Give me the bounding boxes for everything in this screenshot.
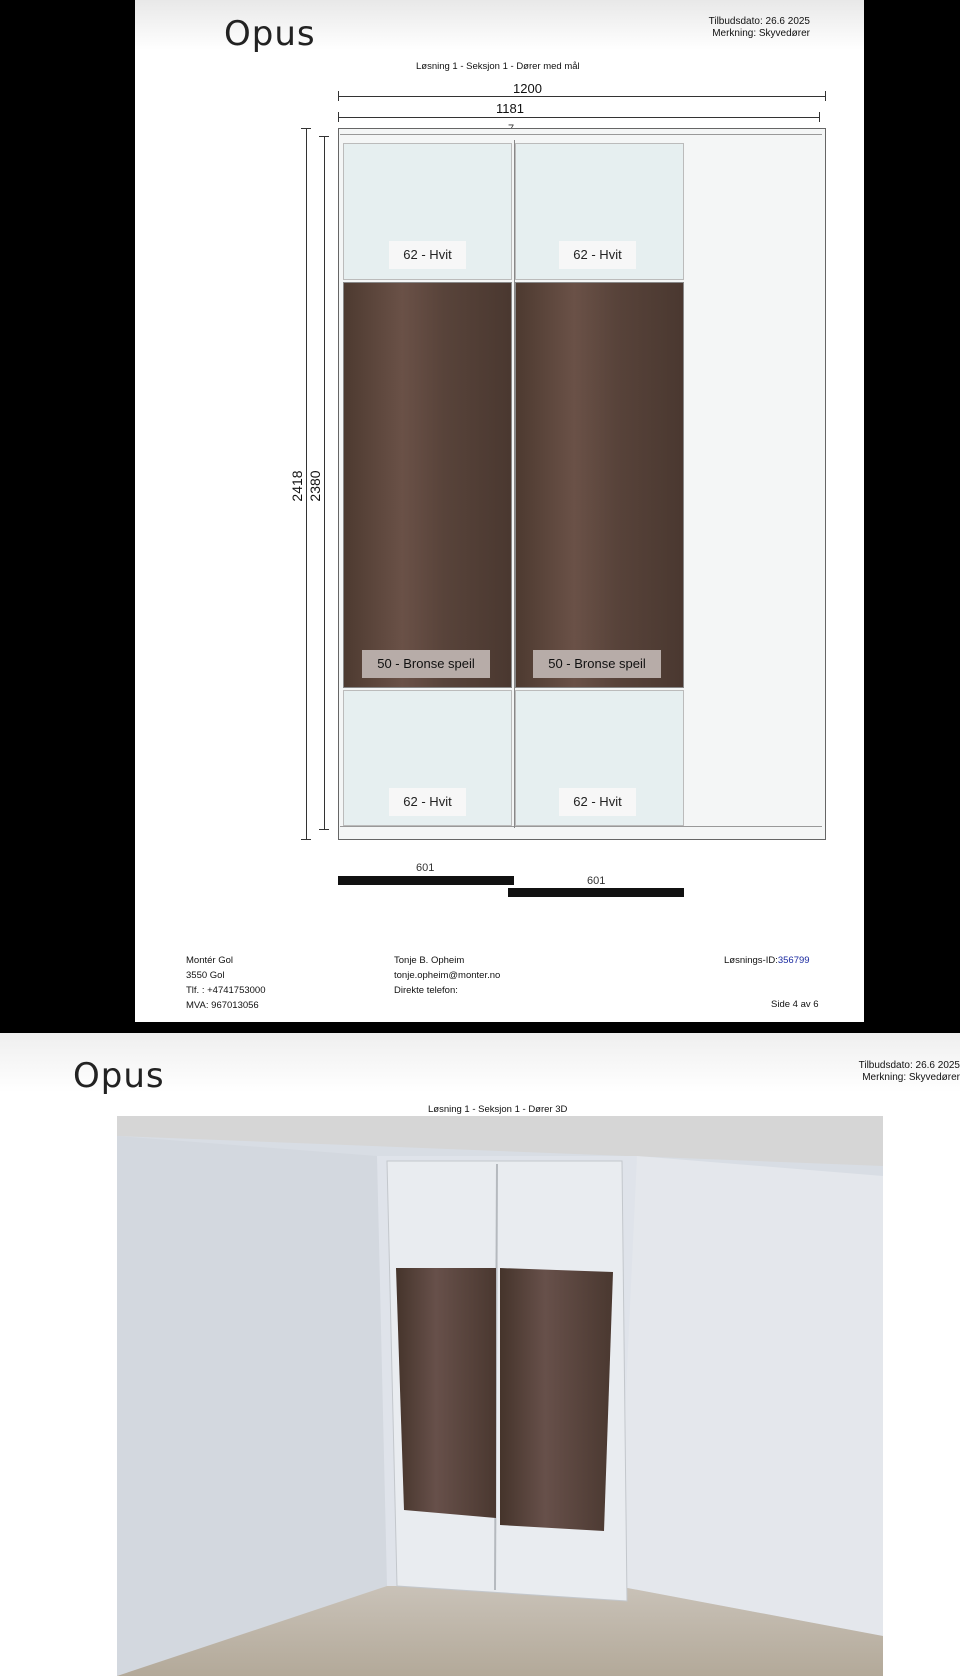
door-left-middle-label: 50 - Bronse speil [362,650,490,678]
store-vat: MVA: 967013056 [186,1000,259,1011]
store-name: Montér Gol [186,955,233,966]
contact-direct-phone: Direkte telefon: [394,985,458,996]
dim-line-inner-width [338,117,820,118]
footer-solution [724,953,810,968]
contact-name: Tonje B. Opheim [394,955,465,966]
bottom-rail [340,826,822,827]
door-right-top-label: 62 - Hvit [559,241,636,269]
quote-date: Tilbudsdato: 26.6 2025 [708,16,810,27]
door-left-top-label: 62 - Hvit [389,241,466,269]
dim-outer-height: 2418 [289,470,305,502]
opus-logo: Opus [224,14,316,54]
contact-email[interactable]: tonje.opheim@monter.no [394,970,501,981]
page-subtitle: Løsning 1 - Seksjon 1 - Dører med mål [416,61,580,72]
3d-scene-illustration [117,1116,883,1676]
dim-line-outer-width [338,96,826,97]
quote-meta [709,16,810,40]
door-right-middle-label: 50 - Bronse speil [533,650,661,678]
dim-tick [319,829,329,830]
dim-inner-height: 2380 [307,470,323,502]
dim-inner-width: 1181 [496,101,524,116]
door-left-middle-panel [343,282,512,688]
3d-render [117,1116,883,1676]
dim-tick [819,112,820,122]
store-phone: Tlf. : +4741753000 [186,985,266,996]
door-right-width: 601 [587,875,606,887]
page-subtitle: Løsning 1 - Seksjon 1 - Dører 3D [428,1104,568,1115]
quote-date: Tilbudsdato: 26.6 2025 [858,1060,960,1071]
solution-id-link[interactable]: 356799 [777,955,810,966]
dim-tick [301,839,311,840]
solution-id-label: Løsnings-ID: [724,955,778,966]
dim-tick [301,128,311,129]
store-address: 3550 Gol [186,970,225,981]
door-right-bottom-label: 62 - Hvit [559,788,636,816]
quote-marking: Merkning: Skyvedører [712,28,810,39]
top-rail [340,134,822,135]
dim-line-inner-height [324,136,325,830]
quote-marking: Merkning: Skyvedører [862,1072,960,1083]
dim-tick [338,91,339,101]
quote-meta [859,1060,960,1084]
footer-contact [394,953,500,998]
door-right-middle-panel [515,282,684,688]
dim-tick [319,136,329,137]
door-left-bottom-label: 62 - Hvit [389,788,466,816]
door-right-width-bar [508,888,684,897]
drawing-page [135,0,864,1022]
door-left-width: 601 [416,862,435,874]
dim-tick [825,91,826,101]
page-info: Side 4 av 6 [771,999,819,1010]
3d-view-page [0,1033,960,1676]
dim-outer-width: 1200 [513,81,542,96]
door-left-width-bar [338,876,514,885]
opus-logo: Opus [73,1056,165,1096]
footer-store [186,953,266,1013]
dim-tick [338,112,339,122]
